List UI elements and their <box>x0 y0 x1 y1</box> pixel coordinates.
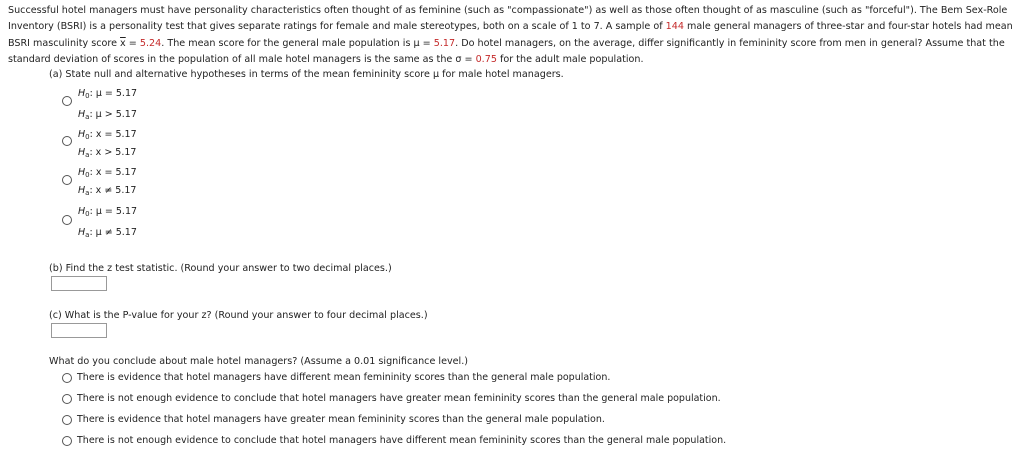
conclusion-question: What do you conclude about male hotel managers? (Assume a 0.01 significance level.) <box>49 356 469 367</box>
sample-mean: 5.24 <box>139 37 162 49</box>
conclusion-option-4-radio[interactable] <box>62 436 72 446</box>
sample-size: 144 <box>665 21 684 33</box>
conclusion-option-1-radio[interactable] <box>62 373 72 383</box>
conclusion-option-3-radio[interactable] <box>62 415 72 425</box>
question-page: Successful hotel managers must have personality characteristics often thought of as feminine (such as "compassionate") as well as those often thought of as masculine (such as "forceful"). The Bem Sex-Role Inventory (BSRI) is a personality test that gives separate ratings for female and male stereotypes, both on a scale of 1 to 7. A sample of 144 male general managers of three-star and four-star hotels had mean BSRI masculinity score $\overline{x} = 5.24$. The mean score for the general male population is μ = 5.17. Do hotel managers, on the average, differ significantly in femininity score from men in general? Assume that the standard deviation of scores in the population of all male hotel managers is the same as the σ = 0.75 for the adult male population. (a) State null and alternative hypotheses in terms of the mean femininity score μ for male hotel managers. $H_0$: μ = 5.17 $H_a$: μ > 5.17 $H_0$: x = 5.17 $H_a$: x > 5.17 $H_0$: x = 5.17 $H_a$: x ≠ 5.17 $H_0$: μ = 5.17 $H_a$: μ ≠ 5.17 (b) Find the z test statistic. (Round your answer to two decimal places.) (c) What is the P-value for your z? (Round your answer to four decimal places.) What do you conclude about male hotel managers? (Assume a 0.01 significance level.) There is evidence that hotel managers have different mean femininity scores than the general male population. There is not enough evidence to conclude that hotel managers have greater mean femininity scores than the general male population. There is evidence that hotel managers have greater mean femininity scores than the general male population. There is not enough evidence to conclude that hotel managers have different mean femininity scores than the general male population. <box>0 0 1024 454</box>
hypothesis-option-4: $H_0$: μ = 5.17 $H_a$: μ ≠ 5.17 <box>78 206 138 239</box>
conclusion-option-2-radio[interactable] <box>62 394 72 404</box>
z-statistic-input[interactable] <box>51 276 107 291</box>
hypothesis-option-1-radio[interactable] <box>62 96 72 106</box>
hypothesis-option-1: $H_0$: μ = 5.17 $H_a$: μ > 5.17 <box>78 88 138 121</box>
population-sigma: 0.75 <box>475 54 497 66</box>
problem-statement: Successful hotel managers must have personality characteristics often thought of as feminine (such as "compassionate") as well as those often thought of as masculine (such as "forceful"). The Bem Sex-Role Inventory (BSRI) is a personality test that gives separate ratings for female and male stereotypes, both on a scale of 1 to 7. A sample of 144 male general managers of three-star and four-star hotels had mean BSRI masculinity score $\overline{x} = 5.24$. The mean score for the general male population is μ = 5.17. Do hotel managers, on the average, differ significantly in femininity score from men in general? Assume that the standard deviation of scores in the population of all male hotel managers is the same as the σ = 0.75 for the adult male population. <box>8 5 1013 66</box>
population-mean: 5.17 <box>433 37 456 49</box>
part-a-question: (a) State null and alternative hypotheses in terms of the mean femininity score μ for male hotel managers. <box>49 69 564 80</box>
hypothesis-option-2: $H_0$: x = 5.17 $H_a$: x > 5.17 <box>78 129 137 159</box>
hypothesis-option-3-radio[interactable] <box>62 175 72 185</box>
p-value-input[interactable] <box>51 323 107 338</box>
part-c-question: (c) What is the P-value for your z? (Round your answer to four decimal places.) <box>49 310 428 321</box>
part-b-question: (b) Find the z test statistic. (Round your answer to two decimal places.) <box>49 263 392 274</box>
hypothesis-option-4-radio[interactable] <box>62 215 72 225</box>
hypothesis-option-3: $H_0$: x = 5.17 $H_a$: x ≠ 5.17 <box>78 167 137 197</box>
xbar-symbol: $\overline{x}$ <box>120 37 126 49</box>
hypothesis-option-2-radio[interactable] <box>62 136 72 146</box>
